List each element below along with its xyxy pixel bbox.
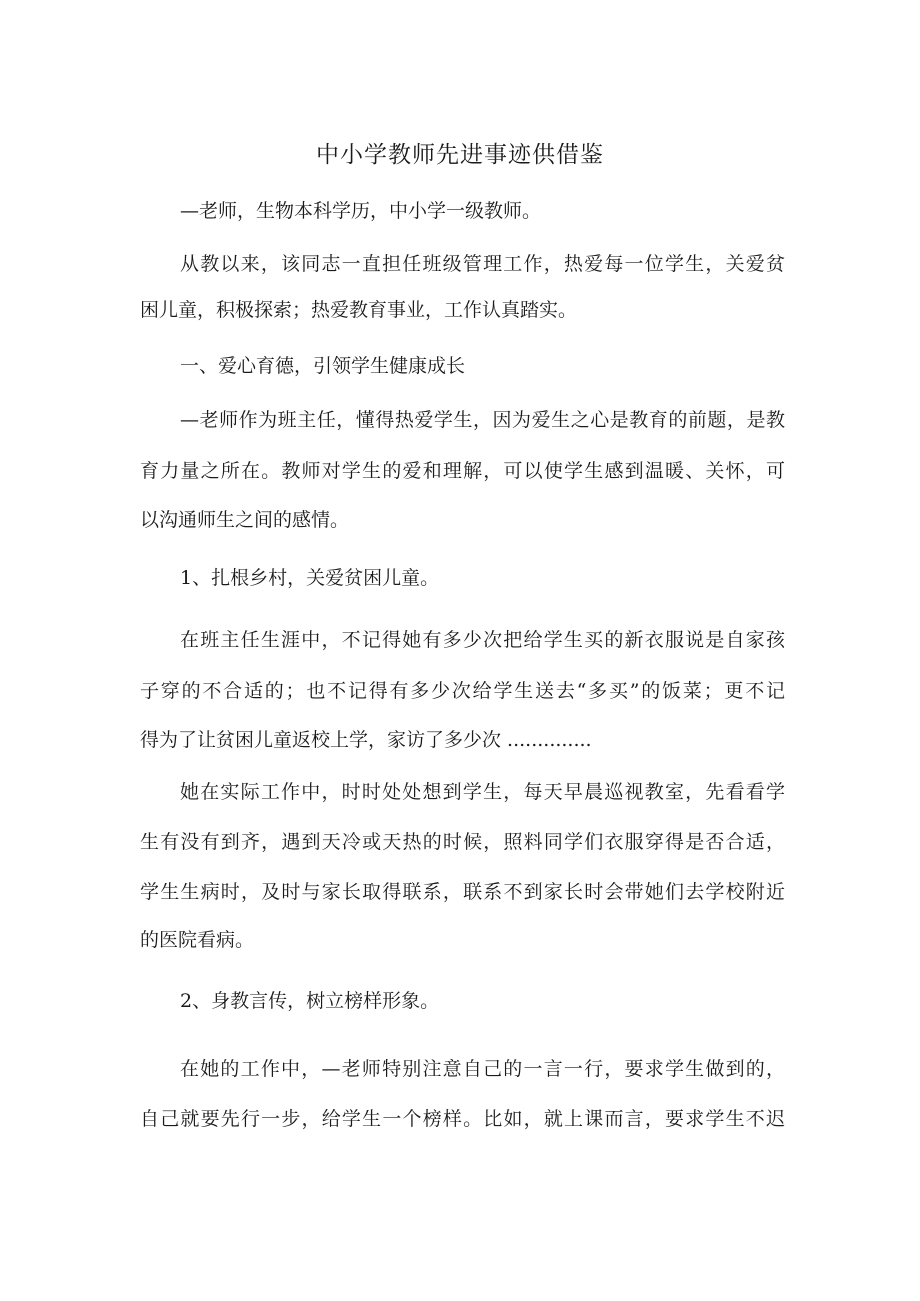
paragraph-line: 在她的工作中，—老师特别注意自己的一言一行，要求学生做到的， <box>180 1058 785 1080</box>
paragraph-line: 得为了让贫困儿童返校上学，家访了多少次 .............. <box>140 729 592 751</box>
document-title: 中小学教师先进事迹供借鉴 <box>316 142 604 168</box>
paragraph-line: 学生生病时，及时与家长取得联系，联系不到家长时会带她们去学校附近 <box>140 881 785 903</box>
paragraph-line: —老师作为班主任，懂得热爱学生，因为爱生之心是教育的前题，是教 <box>180 409 785 431</box>
paragraph-line: 自己就要先行一步，给学生一个榜样。比如，就上课而言，要求学生不迟 <box>140 1108 785 1130</box>
paragraph-line: 她在实际工作中，时时处处想到学生，每天早晨巡视教室，先看看学 <box>180 781 785 803</box>
paragraph-line: 子穿的不合适的；也不记得有多少次给学生送去“多买”的饭菜；更不记 <box>140 680 785 702</box>
paragraph-line: 生有没有到齐，遇到天冷或天热的时候，照料同学们衣服穿得是否合适， <box>140 831 785 853</box>
section-heading-1: 一、爱心育德，引领学生健康成长 <box>180 355 466 377</box>
paragraph-line: 在班主任生涯中，不记得她有多少次把给学生买的新衣服说是自家孩 <box>180 629 785 651</box>
paragraph-line: 从教以来，该同志一直担任班级管理工作，热爱每一位学生，关爱贫 <box>180 253 785 275</box>
paragraph-line: 的医院看病。 <box>140 929 255 951</box>
subsection-heading-1: 1、扎根乡村，关爱贫困儿童。 <box>180 567 440 589</box>
paragraph-line: 育力量之所在。教师对学生的爱和理解，可以使学生感到温暖、关怀，可 <box>140 460 785 482</box>
paragraph-line: 以沟通师生之间的感情。 <box>140 509 350 531</box>
subsection-heading-2: 2、身教言传，树立榜样形象。 <box>180 990 440 1012</box>
paragraph-line: 困儿童，积极探索；热爱教育事业，工作认真踏实。 <box>140 299 578 321</box>
paragraph-line-intro: —老师，生物本科学历，中小学一级教师。 <box>180 200 542 222</box>
